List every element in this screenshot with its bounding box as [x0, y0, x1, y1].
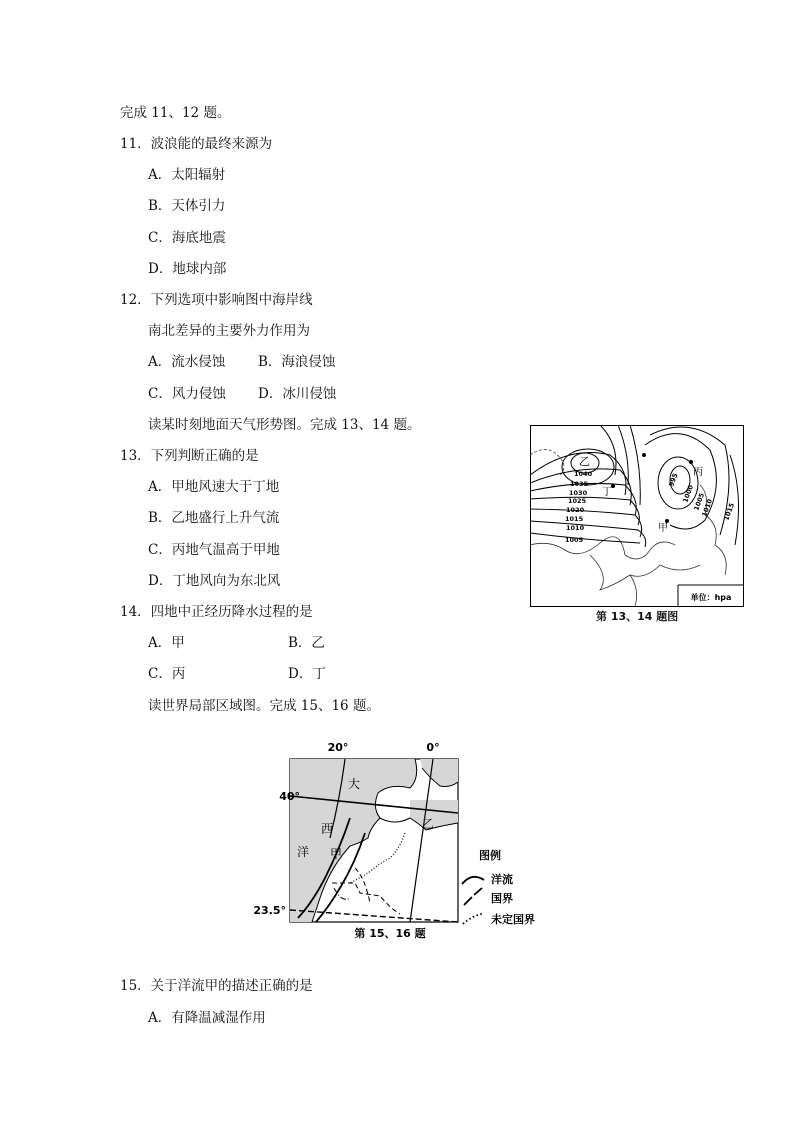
isobar-label-right: 1015 [722, 501, 737, 522]
isobar-label-left: 1015 [565, 515, 584, 523]
q12-option-c: C．风力侵蚀 [148, 386, 226, 402]
label-da: 大 [348, 777, 361, 791]
question-11: 11．波浪能的最终来源为 [120, 136, 273, 152]
label-yi: 乙 [422, 817, 435, 831]
q14-option-c: C．丙 [148, 666, 186, 682]
weather-map-unit: 单位：hpa [690, 593, 732, 602]
region-map-figure [250, 738, 550, 948]
question-14: 14．四地中正经历降水过程的是 [120, 604, 313, 620]
label-bing: 丙 [693, 467, 703, 478]
question-13: 13．下列判断正确的是 [120, 448, 259, 464]
label-jia: 甲 [330, 847, 343, 861]
legend-title: 图例 [479, 849, 501, 862]
question-12-line2: 南北差异的主要外力作用为 [148, 323, 310, 339]
intro-13-14: 读某时刻地面天气形势图。完成 13、14 题。 [148, 417, 421, 433]
isobar-label-left: 1035 [570, 480, 589, 488]
legend-current-label: 洋流 [491, 873, 513, 886]
isobar-label-left: 1025 [568, 497, 587, 505]
label-jia: 甲 [658, 523, 668, 534]
question-15: 15．关于洋流甲的描述正确的是 [120, 978, 313, 994]
label-xi: 西 [321, 822, 334, 836]
q13-option-d: D．丁地风向为东北风 [148, 573, 281, 589]
isobar-label-right: 995 [667, 472, 680, 488]
question-12-line1: 12．下列选项中影响图中海岸线 [120, 292, 313, 308]
q11-option-b: B．天体引力 [148, 198, 226, 214]
q13-option-c: C．丙地气温高于甲地 [148, 542, 280, 558]
isobar-label-left: 1005 [565, 536, 584, 544]
label-yang: 洋 [297, 845, 310, 859]
q11-option-c: C．海底地震 [148, 230, 226, 246]
weather-map-caption: 第 13、14 题图 [596, 610, 679, 623]
label-lat-40: 40° [279, 790, 300, 803]
intro-15-16: 读世界局部区域图。完成 15、16 题。 [148, 698, 380, 714]
weather-map-figure [530, 425, 744, 623]
q14-option-d: D．丁 [288, 666, 326, 682]
label-ding: 丁 [602, 487, 612, 498]
isobar-label-left: 1020 [566, 506, 585, 514]
q13-option-b: B．乙地盛行上升气流 [148, 510, 280, 526]
region-map-caption: 第 15、16 题 [354, 927, 426, 940]
intro-11-12: 完成 11、12 题。 [120, 105, 231, 121]
legend-undefined-label: 未定国界 [491, 913, 535, 926]
isobar-label-left: 1040 [574, 470, 593, 478]
q15-option-a: A．有降温减湿作用 [148, 1010, 266, 1026]
q11-option-a: A．太阳辐射 [148, 167, 226, 183]
isobar-label-right: 1000 [681, 483, 696, 504]
isobar-label-right: 1010 [700, 497, 715, 518]
q12-option-b: B．海浪侵蚀 [258, 354, 336, 370]
region-map [250, 738, 550, 948]
q14-option-a: A．甲 [148, 635, 185, 651]
legend-border-symbol [464, 888, 482, 905]
q14-option-b: B．乙 [288, 635, 325, 651]
label-yi: 乙 [579, 455, 590, 468]
label-lon-0: 0° [426, 741, 440, 754]
q11-option-d: D．地球内部 [148, 261, 227, 277]
legend-undefined-symbol [463, 914, 482, 924]
label-lat-23: 23.5° [253, 904, 286, 917]
isobar-label-left: 1030 [569, 489, 588, 497]
q13-option-a: A．甲地风速大于丁地 [148, 479, 280, 495]
legend-current-symbol [462, 877, 484, 884]
q12-option-a: A．流水侵蚀 [148, 354, 226, 370]
legend-border-label: 国界 [491, 892, 513, 905]
q12-option-d: D．冰川侵蚀 [258, 386, 337, 402]
isobar-label-left: 1010 [566, 524, 585, 532]
weather-map [530, 425, 744, 607]
label-lon-20: 20° [327, 741, 349, 754]
isobar-label-right: 1005 [692, 491, 707, 512]
